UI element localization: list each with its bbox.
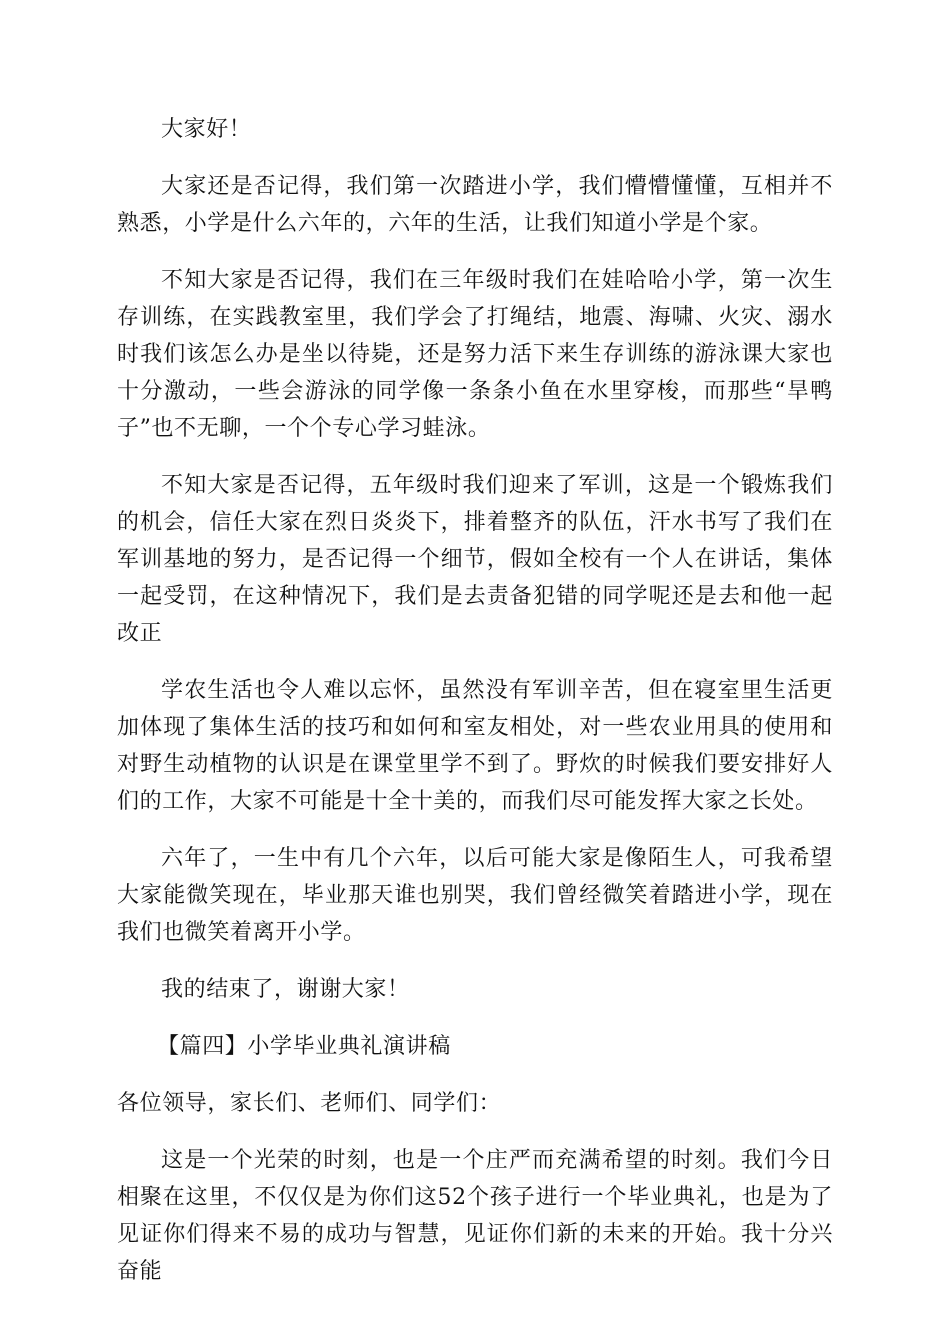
- paragraph-survival-training: 不知大家是否记得，我们在三年级时我们在娃哈哈小学，第一次生存训练，在实践教室里，我们学会了打绳结，地震、海啸、火灾、溺水时我们该怎么办是坐以待毙，还是努力活下来生存训练的游泳课大家也十分激动，一些会游泳的同学像一条条小鱼在水里穿梭，而那些“旱鸭子”也不无聊，一个个专心学习蛙泳。: [117, 268, 833, 441]
- paragraph-ceremony-intro: 这是一个光荣的时刻，也是一个庄严而充满希望的时刻。我们今日相聚在这里，不仅仅是为你们这52个孩子进行一个毕业典礼，也是为了见证你们得来不易的成功与智慧，见证你们新的未来的开始。我十分兴奋能: [117, 1148, 833, 1284]
- paragraph-salutation: 各位领导，家长们、老师们、同学们：: [117, 1091, 502, 1116]
- paragraph-farm-life: 学农生活也令人难以忘怀，虽然没有军训辛苦，但在寝室里生活更加体现了集体生活的技巧和如何和室友相处，对一些农业用具的使用和对野生动植物的认识是在课堂里学不到了。野炊的时候我们要安排好人们的工作，大家不可能是十全十美的，而我们尽可能发挥大家之长处。: [117, 678, 833, 814]
- section-heading: 【篇四】小学毕业典礼演讲稿: [157, 1034, 451, 1059]
- paragraph-first-day: 大家还是否记得，我们第一次踏进小学，我们懵懵懂懂，互相并不熟悉，小学是什么六年的，六年的生活，让我们知道小学是个家。: [117, 174, 833, 236]
- paragraph-greeting: 大家好！: [161, 117, 252, 142]
- paragraph-six-years: 六年了，一生中有几个六年，以后可能大家是像陌生人，可我希望大家能微笑现在，毕业那天谁也别哭，我们曾经微笑着踏进小学，现在我们也微笑着离开小学。: [117, 846, 833, 945]
- paragraph-military-training: 不知大家是否记得，五年级时我们迎来了军训，这是一个锻炼我们的机会，信任大家在烈日炎炎下，排着整齐的队伍，汗水书写了我们在军训基地的努力，是否记得一个细节，假如全校有一个人在讲话，集体一起受罚，在这种情况下，我们是去责备犯错的同学呢还是去和他一起改正: [117, 473, 833, 646]
- paragraph-closing: 我的结束了，谢谢大家！: [161, 977, 410, 1002]
- document-body: [117, 111, 833, 1310]
